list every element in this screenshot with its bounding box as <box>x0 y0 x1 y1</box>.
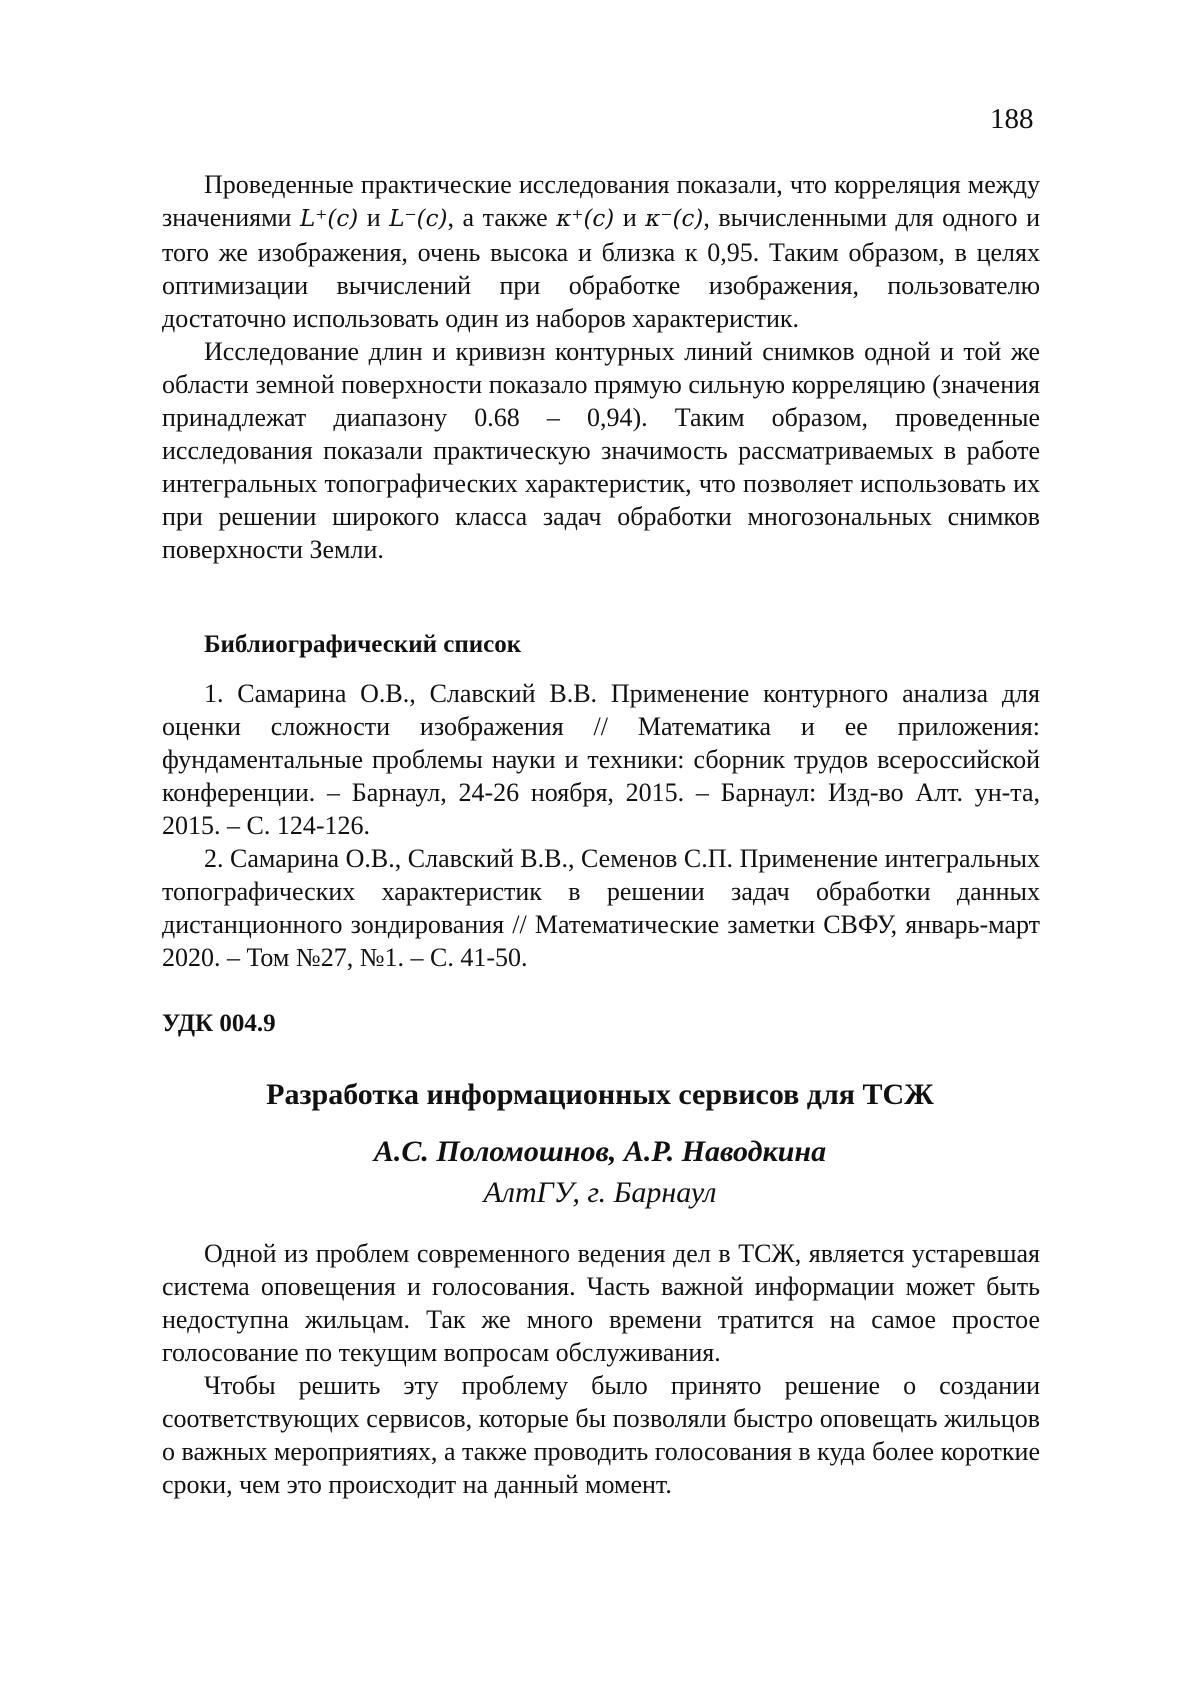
article-body <box>162 1237 1040 1501</box>
bibliography-list <box>162 677 1040 974</box>
bibliography-item-1: 1. Самарина О.В., Славский В.В. Применение контурного анализа для оценки сложности изображения // Математика и ее приложения: фундаментальные проблемы науки и техники: сборник трудов всероссийской конференции. – Барнаул, 24-26 ноября, 2015. – Барнаул: Изд-во Алт. ун-та, 2015. – С. 124-126. <box>162 679 1040 840</box>
article-title: Разработка информационных сервисов для ТСЖ <box>266 1078 934 1111</box>
bibliography-item-2: 2. Самарина О.В., Славский В.В., Семенов С.П. Применение интегральных топографических характеристик в решении задач обработки данных дистанционного зондирования // Математические заметки СВФУ, январь-март 2020. – Том №27, №1. – С. 41-50. <box>162 844 1040 972</box>
intro-p1-text-e: , вычисленными для одного и того же изображения, очень высока и близка к 0,95. Таким образом, в целях оптимизации вычислений при обработке изображения, пользователю достаточно использовать один из наборов характеристик. <box>162 203 1040 333</box>
intro-p1-text-c: , а также <box>447 203 557 232</box>
intro-p1-text-d: и <box>614 203 646 232</box>
intro-section <box>162 168 1040 566</box>
intro-p1-text-b: и <box>358 203 390 232</box>
formula-kappa-plus: κ⁺(c) <box>556 206 615 232</box>
udk-code: УДК 004.9 <box>162 1010 276 1037</box>
formula-kappa-minus: κ⁻(c) <box>645 206 704 232</box>
article-paragraph-2: Чтобы решить эту проблему было принято решение о создании соответствующих сервисов, которые бы позволяли быстро оповещать жильцов о важных мероприятиях, а также проводить голосования в куда более короткие сроки, чем это происходит на данный момент. <box>162 1371 1040 1499</box>
article-paragraph-1: Одной из проблем современного ведения дел в ТСЖ, является устаревшая система оповещения и голосования. Часть важной информации может быть недоступна жильцам. Так же много времени тратится на самое простое голосование по текущим вопросам обслуживания. <box>162 1239 1040 1367</box>
formula-L-minus: L⁻(c) <box>389 206 448 232</box>
article-authors: А.С. Поломошнов, А.Р. Наводкина <box>373 1135 827 1168</box>
page-number: 188 <box>990 103 1034 135</box>
article-affiliation: АлтГУ, г. Барнаул <box>483 1176 717 1209</box>
intro-paragraph-1 <box>162 168 1040 335</box>
intro-paragraph-2: Исследование длин и кривизн контурных линий снимков одной и той же области земной поверхности показало прямую сильную корреляцию (значения принадлежат диапазону 0.68 – 0,94). Таким образом, проведенные исследования показали практическую значимость рассматриваемых в работе интегральных топографических характеристик, что позволяет использовать их при решении широкого класса задач обработки многозональных снимков поверхности Земли. <box>162 337 1040 564</box>
bibliography-heading: Библиографический список <box>204 631 522 658</box>
formula-L-plus: L⁺(c) <box>300 206 359 232</box>
intro-p1-text-a: Проведенные практические исследования показали, что корреляция между значениями <box>162 170 1040 232</box>
